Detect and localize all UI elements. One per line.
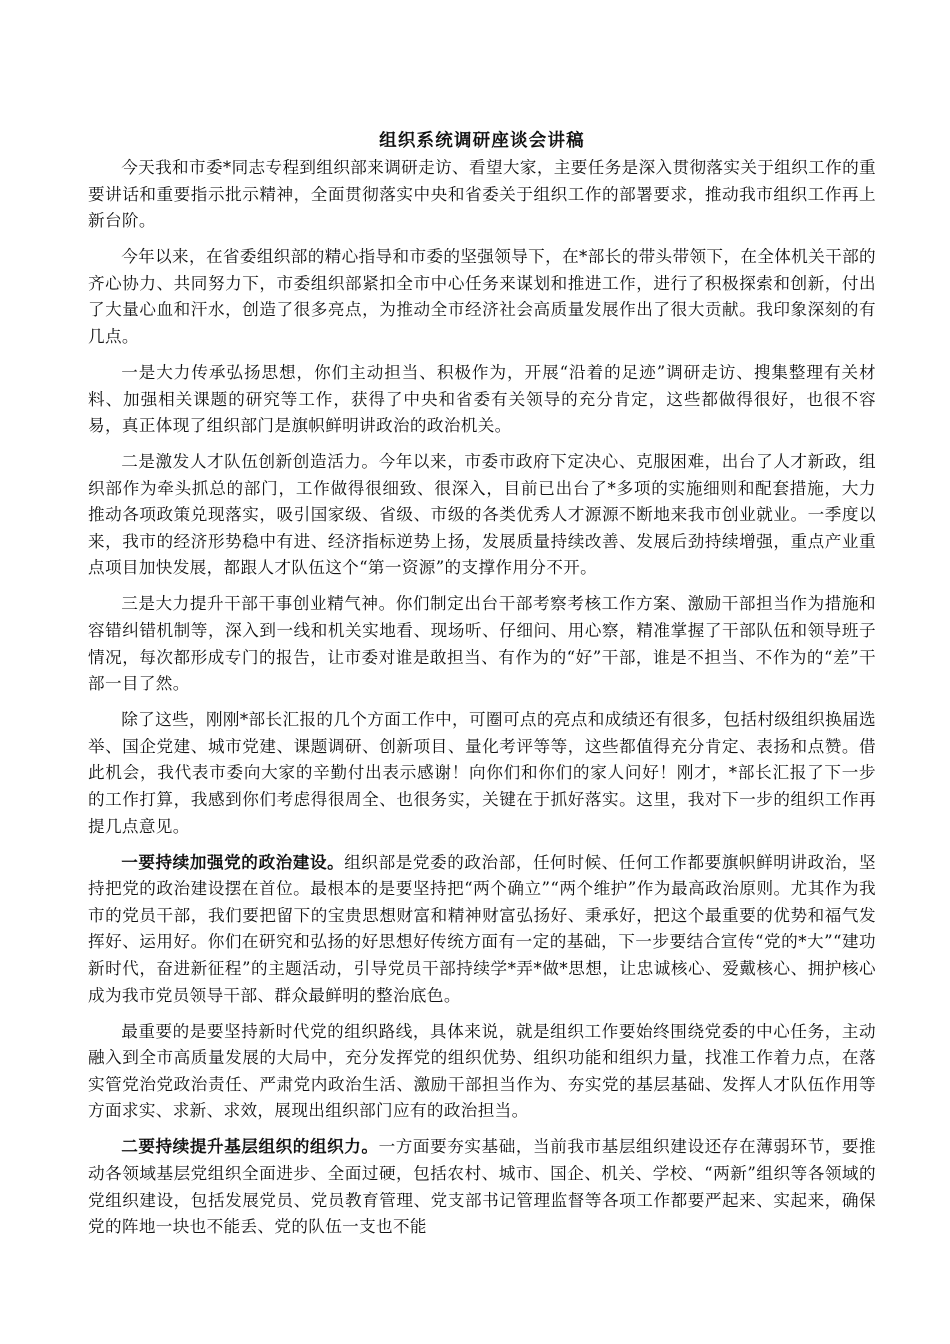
paragraph-7 <box>88 849 876 1010</box>
paragraph-8 <box>88 1018 876 1125</box>
paragraph-text: 今年以来，在省委组织部的精心指导和市委的坚强领导下，在*部长的带头带领下，在全体机关干部的齐心协力、共同努力下，市委组织部紧扣全市中心任务来谋划和推进工作，进行了积极探索和创新，付出了大量心血和汗水，创造了很多亮点，为推动全市经济社会高质量发展作出了很大贡献。我印象深刻的有几点。 <box>88 247 876 346</box>
paragraph-text: 一方面要夯实基础，当前我市基层组织建设还存在薄弱环节，要推动各领域基层党组织全面进步、全面过硬，包括农村、城市、国企、机关、学校、“两新”组织等各领域的党组织建设，包括发展党员、党员教育管理、党支部书记管理监督等各项工作都要严起来、实起来，确保党的阵地一块也不能丢、党的队伍一支也不能 <box>88 1137 877 1237</box>
paragraph-lead: 二要持续提升基层组织的组织力。 <box>121 1136 379 1157</box>
paragraph-text: 除了这些，刚刚*部长汇报的几个方面工作中，可圈可点的亮点和成绩还有很多，包括村级组织换届选举、国企党建、城市党建、课题调研、创新项目、量化考评等等，这些都值得充分肯定、表扬和点赞。借此机会，我代表市委向大家的辛勤付出表示感谢！向你们和你们的家人问好！刚才，*部长汇报了下一步的工作打算，我感到你们考虑得很周全、也很务实，关键在于抓好落实。这里，我对下一步的组织工作再提几点意见。 <box>88 710 876 836</box>
paragraph-5 <box>88 590 876 697</box>
paragraph-lead: 一要持续加强党的政治建设。 <box>121 851 345 872</box>
paragraph-2 <box>88 243 876 350</box>
paragraph-3 <box>88 359 876 440</box>
paragraph-text: 最重要的是要坚持新时代党的组织路线，具体来说，就是组织工作要始终围绕党委的中心任务，主动融入到全市高质量发展的大局中，充分发挥党的组织优势、组织功能和组织力量，找准工作着力点，在落实管党治党政治责任、严肃党内政治生活、激励干部担当作为、夯实党的基层基础、发挥人才队伍作用等方面求实、求新、求效，展现出组织部门应有的政治担当。 <box>88 1021 876 1121</box>
paragraph-text: 二是激发人才队伍创新创造活力。今年以来，市委市政府下定决心、克服困难，出台了人才新政，组织部作为牵头抓总的部门，工作做得很细致、很深入，目前已出台了*多项的实施细则和配套措施，大力推动各项政策兑现落实，吸引国家级、省级、市级的各类优秀人才源源不断地来我市创业就业。一季度以来，我市的经济形势稳中有进、经济指标逆势上扬，发展质量持续改善、发展后劲持续增强，重点产业重点项目加快发展，都跟人才队伍这个“第一资源”的支撑作用分不开。 <box>88 452 876 578</box>
paragraph-text: 今天我和市委*同志专程到组织部来调研走访、看望大家，主要任务是深入贯彻落实关于组织工作的重要讲话和重要指示批示精神，全面贯彻落实中央和省委关于组织工作的部署要求，推动我市组织工作再上新台阶。 <box>88 158 876 231</box>
paragraph-text: 一是大力传承弘扬思想，你们主动担当、积极作为，开展“沿着的足迹”调研走访、搜集整理有关材料、加强相关课题的研究等工作，获得了中央和省委有关领导的充分肯定，这些都做得很好，也很不容易，真正体现了组织部门是旗帜鲜明讲政治的政治机关。 <box>88 362 876 436</box>
paragraph-4 <box>88 448 876 582</box>
paragraph-6 <box>88 706 876 840</box>
paragraph-text: 组织部是党委的政治部，任何时候、任何工作都要旗帜鲜明讲政治，坚持把党的政治建设摆在首位。最根本的是要坚持把“两个确立”“两个维护”作为最高政治原则。尤其作为我市的党员干部，我们要把留下的宝贵思想财富和精神财富弘扬好、秉承好，把这个最重要的优势和福气发挥好、运用好。你们在研究和弘扬的好思想好传统方面有一定的基础，下一步要结合宣传“党的*大”“建功新时代，奋进新征程”的主题活动，引导党员干部持续学*弄*做*思想，让忠诚核心、爱戴核心、拥护核心成为我市党员领导干部、群众最鲜明的整治底色。 <box>88 852 876 1005</box>
document-page <box>88 128 876 1249</box>
paragraph-9 <box>88 1133 876 1240</box>
paragraph-1 <box>88 154 876 235</box>
document-title: 组织系统调研座谈会讲稿 <box>379 131 585 151</box>
paragraph-text: 三是大力提升干部干事创业精气神。你们制定出台干部考察考核工作方案、激励干部担当作为措施和容错纠错机制等，深入到一线和机关实地看、现场听、仔细问、用心察，精准掌握了干部队伍和领导班子情况，每次都形成专门的报告，让市委对谁是敢担当、有作为的“好”干部，谁是不担当、不作为的“差”干部一目了然。 <box>88 594 876 694</box>
